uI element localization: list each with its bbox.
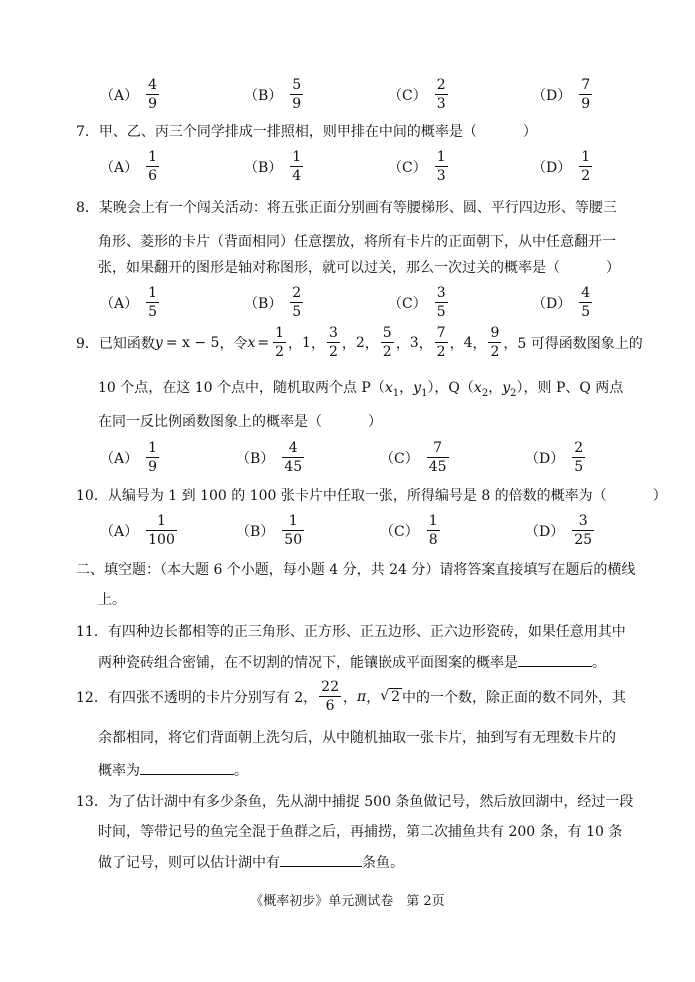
question-8-line-3: 张，如果翻开的图形是轴对称图形，就可以过关，那么一次过关的概率是（ ） [98, 260, 620, 276]
answer-blank[interactable] [140, 760, 234, 775]
option-label: （B） [244, 159, 283, 176]
option-label: （A） [100, 159, 139, 176]
section-2-heading: 二、填空题：（本大题 6 个小题，每小题 4 分，共 24 分）请将答案直接填写在题后的横线 [76, 562, 636, 578]
option-fraction: $\frac{4}{9}$ [148, 77, 158, 112]
option-b [236, 514, 306, 547]
option-a [100, 150, 161, 183]
option-a [100, 286, 161, 319]
option-fraction: $\frac{1}{9}$ [148, 440, 158, 475]
option-fraction: $\frac{1}{5}$ [148, 285, 158, 320]
option-label: （A） [100, 295, 139, 312]
option-label: （C） [380, 450, 419, 467]
option-c [388, 150, 450, 183]
option-fraction: $\frac{2}{3}$ [436, 77, 446, 112]
fraction: $\frac{5}{2}$ [382, 325, 392, 360]
fraction: $\frac{7}{2}$ [436, 325, 446, 360]
option-a [100, 78, 161, 111]
option-b [244, 150, 305, 183]
page-footer: 《概率初步》单元测试卷 第 2页 [250, 894, 445, 909]
option-d [532, 286, 594, 319]
option-fraction: $\frac{1}{50}$ [284, 513, 303, 548]
question-12-line-3: 概率为 。 [98, 760, 248, 781]
option-d [525, 514, 596, 547]
option-b [244, 78, 305, 111]
option-fraction: $\frac{2}{5}$ [574, 440, 584, 475]
option-fraction: $\frac{4}{45}$ [284, 440, 303, 475]
option-a [100, 514, 179, 547]
question-12-line-2: 余都相同，将它们背面朝上洗匀后，从中随机抽取一张卡片，抽到写有无理数卡片的 [98, 730, 616, 746]
option-fraction: $\frac{4}{5}$ [581, 285, 591, 320]
option-label: （D） [525, 450, 565, 467]
option-label: （C） [388, 159, 427, 176]
question-8-line-1: 8．某晚会上有一个闯关活动：将五张正面分别画有等腰梯形、圆、平行四边形、等腰三 [76, 200, 617, 216]
option-fraction: $\frac{1}{4}$ [292, 149, 302, 184]
question-10-text: 10．从编号为 1 到 100 的 100 张卡片中任取一张，所得编号是 8 的倍数的概率为（ ） [76, 488, 667, 504]
option-fraction: $\frac{3}{25}$ [574, 513, 593, 548]
option-fraction: $\frac{2}{5}$ [292, 285, 302, 320]
option-c [380, 514, 442, 547]
question-11-line-2: 两种瓷砖组合密铺，在不切割的情况下，能镶嵌成平面图案的概率是 。 [98, 652, 606, 673]
question-11-line-1: 11．有四种边长都相等的正三角形、正方形、正五边形、正六边形瓷砖，如果任意用其中 [76, 624, 626, 640]
answer-blank[interactable] [280, 852, 362, 867]
option-d [532, 78, 594, 111]
option-label: （D） [532, 87, 572, 104]
option-b [244, 286, 305, 319]
option-fraction: $\frac{7}{45}$ [428, 440, 447, 475]
option-label: （C） [388, 295, 427, 312]
option-fraction: $\frac{5}{9}$ [292, 77, 302, 112]
section-2-heading-cont: 上。 [98, 592, 126, 608]
question-9-line-2: 10 个点，在这 10 个点中，随机取两个点 $P(x_1$，$y_1$），$Q(x_2$，$y_2$），则 P、Q 两点 [98, 380, 624, 399]
option-label: （B） [236, 523, 275, 540]
option-a [100, 441, 161, 474]
option-fraction: $\frac{1}{8}$ [428, 513, 438, 548]
option-fraction: $\frac{1}{3}$ [436, 149, 446, 184]
option-b [236, 441, 306, 474]
option-label: （A） [100, 523, 139, 540]
option-fraction: $\frac{1}{2}$ [581, 149, 591, 184]
option-d [532, 150, 594, 183]
answer-blank[interactable] [518, 652, 592, 667]
fraction: $\frac{22}{6}$ [321, 679, 339, 714]
option-d [525, 441, 587, 474]
question-12-line-1: 12．有四张不透明的卡片分别写有 2， $\frac{22}{6}$ ， π ， √ 2 中的一个数，除正面的数不同外，其 [76, 679, 627, 714]
option-c [388, 78, 450, 111]
option-label: （C） [380, 523, 419, 540]
option-fraction: $\frac{1}{100}$ [148, 513, 175, 548]
option-label: （D） [532, 159, 572, 176]
fraction: $\frac{9}{2}$ [490, 325, 500, 360]
option-fraction: $\frac{3}{5}$ [436, 285, 446, 320]
question-13-line-2: 时间，等带记号的鱼完全混于鱼群之后，再捕捞，第二次捕鱼共有 200 条，有 10 条 [98, 824, 623, 840]
question-7-text: 7．甲、乙、丙三个同学排成一排照相，则甲排在中间的概率是（ ） [76, 124, 537, 140]
option-c [388, 286, 450, 319]
fraction: $\frac{1}{2}$ [275, 325, 285, 360]
option-label: （B） [244, 87, 283, 104]
option-label: （B） [244, 295, 283, 312]
option-label: （D） [532, 295, 572, 312]
option-fraction: $\frac{1}{6}$ [148, 149, 158, 184]
option-c [380, 441, 451, 474]
question-9-line-3: 在同一反比例函数图象上的概率是（ ） [98, 414, 382, 430]
question-9-line-1: 9．已知函数 y = x − 5 ，令 x = $\frac{1}{2}$ ， 1 ， $\frac{3}{2}$ ， 2 ， $\frac{5}{2}$ ， 3 ， $\frac{7}{2}$ ， 4 ， $\frac{9}{2}$ ，5 可得函数图象上的 [76, 325, 643, 360]
option-label: （B） [236, 450, 275, 467]
sqrt-symbol: √ 2 [380, 688, 401, 705]
option-label: （A） [100, 450, 139, 467]
option-label: （D） [525, 523, 565, 540]
option-label: （C） [388, 87, 427, 104]
fraction: $\frac{3}{2}$ [328, 325, 338, 360]
question-13-line-1: 13．为了估计湖中有多少条鱼，先从湖中捕捉 500 条鱼做记号，然后放回湖中，经过一段 [76, 794, 634, 810]
question-13-line-3: 做了记号，则可以估计湖中有 条鱼。 [98, 852, 404, 873]
option-fraction: $\frac{7}{9}$ [581, 77, 591, 112]
question-8-line-2: 角形、菱形的卡片（背面相同）任意摆放，将所有卡片的正面朝下，从中任意翻开一 [98, 234, 616, 250]
option-label: （A） [100, 87, 139, 104]
